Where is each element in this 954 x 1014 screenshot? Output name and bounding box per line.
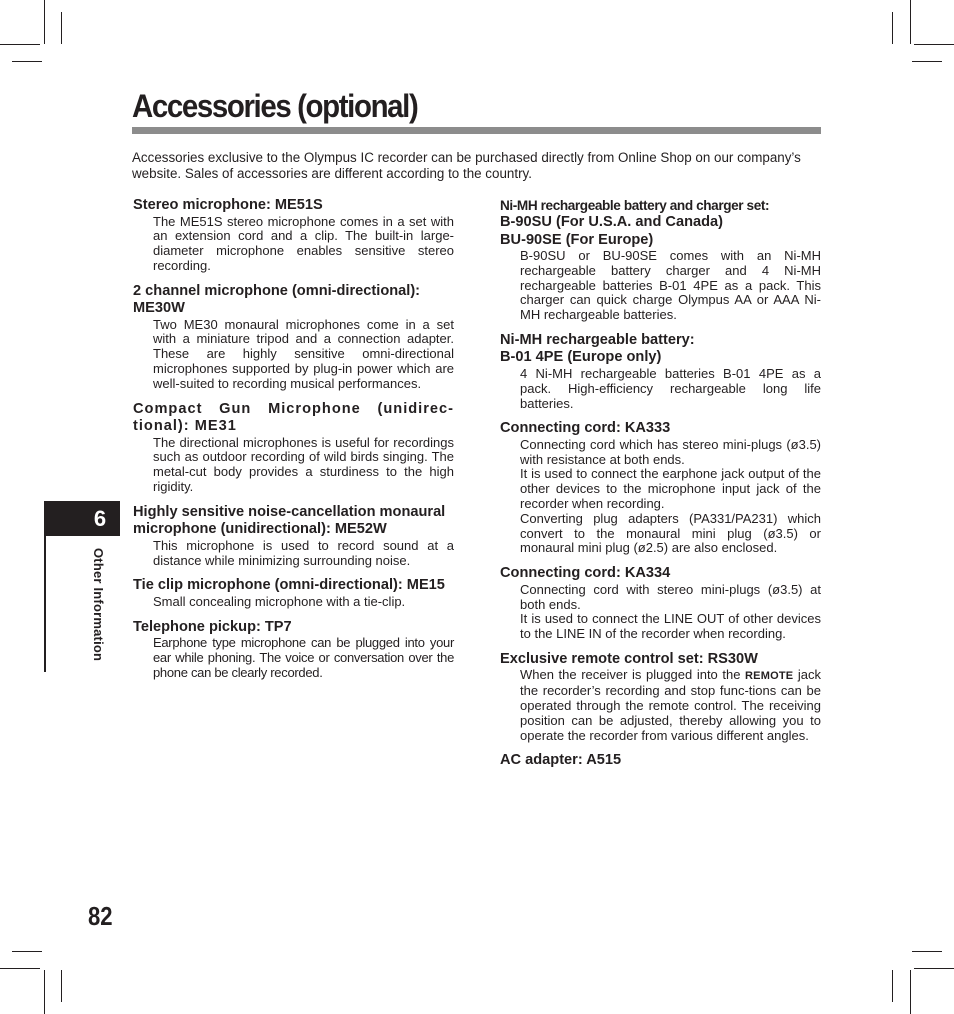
chapter-number: 6 [93,506,107,531]
accessory-item [500,752,821,770]
accessory-heading: 2 channel microphone (omni-directional): ME30W [133,282,421,317]
accessory-item [500,420,821,556]
accessory-item [500,565,821,642]
accessory-description: Connecting cord with stereo mini-plugs (ø3.5) at both ends. [520,581,821,612]
accessory-item [133,283,454,392]
accessory-description: This microphone is used to record sound at a distance while minimizing surrounding noise. [153,537,454,568]
accessory-heading: Exclusive remote control set: RS30W [500,650,758,667]
accessory-heading: Ni-MH rechargeable battery: [500,331,695,348]
left-column [133,197,454,690]
accessory-description: The ME51S stereo microphone comes in a set with an extension cord and a clip. The built-in large-diameter microphone enables sensitive stereo recording. [153,213,454,273]
accessory-item [133,401,454,495]
accessory-heading: Compact Gun Microphone (unidirec-tional): ME31 [133,400,454,435]
crop-mark [914,968,954,969]
accessory-heading: AC adapter: A515 [500,752,622,769]
accessory-heading: Connecting cord: KA334 [500,565,671,582]
accessory-item [133,619,454,681]
accessory-description: 4 Ni-MH rechargeable batteries B-01 4PE as a pack. High-efficiency rechargeable long life batteries. [520,365,821,411]
accessory-description: The directional microphones is useful for recordings such as outdoor recording of wild birds singing. The metal-cut body provides a sturdiness to the high rigidity. [153,434,454,495]
crop-mark [12,951,42,952]
crop-mark [910,970,911,1014]
crop-mark [914,44,954,45]
accessory-heading: B-01 4PE (Europe only) [500,349,662,366]
accessory-heading: Telephone pickup: TP7 [133,618,292,635]
crop-mark [44,970,45,1014]
crop-mark [61,12,62,44]
title-rule [132,127,821,134]
crop-mark [912,61,942,62]
accessory-heading: BU-90SE (For Europe) [500,231,654,248]
accessory-item [133,504,454,569]
crop-mark [0,44,40,45]
crop-mark [912,951,942,952]
accessory-description: Connecting cord which has stereo mini-plugs (ø3.5) with resistance at both ends. [520,436,821,467]
accessory-description: It is used to connect the LINE OUT of other devices to the LINE IN of the recorder when recording. [520,611,821,642]
accessory-heading: Tie clip microphone (omni-directional): ME15 [133,577,445,594]
accessory-description [520,668,821,743]
right-column [500,197,821,779]
crop-mark [0,968,40,969]
accessory-description: Earphone type microphone can be plugged into your ear while phoning. The voice or conversation over the phone can be clearly recorded. [153,635,454,680]
chapter-tab-line [44,536,46,672]
accessory-heading: Highly sensitive noise-cancellation monaural microphone (unidirectional): ME52W [133,503,446,538]
accessory-item [133,577,454,609]
page-title: Accessories (optional) [132,88,418,124]
accessory-description: It is used to connect the earphone jack output of the other devices to the microphone input jack of the recorder when recording. [520,466,821,512]
accessory-item [500,332,821,411]
accessory-description: Converting plug adapters (PA331/PA231) which convert to the monaural mini plug (ø3.5) or monaural mini plug (ø2.5) are also enclosed. [520,510,821,556]
chapter-label: Other Information [91,548,106,662]
accessory-description: Small concealing microphone with a tie-clip. [153,593,406,609]
remote-desc-start: When the receiver is plugged into the [520,667,746,683]
accessory-description: B-90SU or BU-90SE comes with an Ni-MH rechargeable battery charger and 4 Ni-MH rechargeable batteries B-01 4PE as a pack. This charger can quick charge Olympus AA or AAA Ni-MH rechargeable batteries. [520,248,821,323]
accessory-description: Two ME30 monaural microphones come in a set with a miniature tripod and a connection adapter. These are highly sensitive omni-directional microphones supported by plug-in power which are well-suited to recording musical performances. [153,316,454,391]
crop-mark [892,12,893,44]
accessory-item [500,197,821,323]
intro-paragraph: Accessories exclusive to the Olympus IC recorder can be purchased directly from Online Shop on our company’s website. Sales of accessories are different according to the country. [132,150,801,181]
crop-mark [44,0,45,44]
crop-mark [12,61,42,62]
page-number: 82 [88,901,113,931]
accessory-heading: Connecting cord: KA333 [500,420,671,437]
accessory-heading: B-90SU (For U.S.A. and Canada) [500,214,723,230]
accessory-item [500,651,821,743]
crop-mark [892,970,893,1002]
accessory-heading: Stereo microphone: ME51S [133,197,323,213]
crop-mark [61,970,62,1002]
accessory-heading: Ni-MH rechargeable battery and charger set: [500,198,770,213]
remote-desc-end: jack the recorder’s recording and stop func-tions can be operated through the remote control. The receiving position can be adjusted, thereby allowing you to operate the recorder from various different angles. [520,667,821,743]
remote-jack-label: REMOTE [745,670,794,683]
accessory-item [133,197,454,274]
crop-mark [910,0,911,44]
